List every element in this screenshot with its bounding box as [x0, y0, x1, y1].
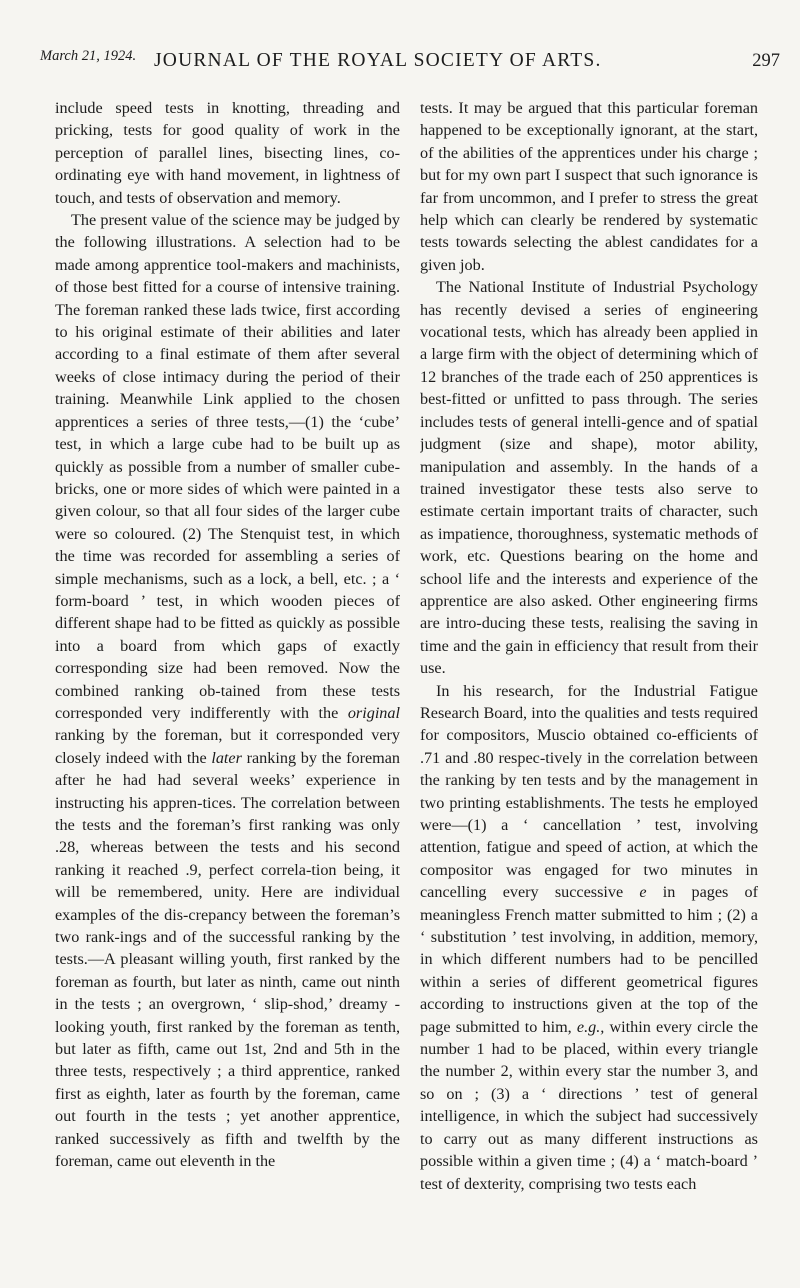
paragraph — [55, 209, 400, 1172]
text-run: The present value of the science may be judged by the following illustrations. A selection had to be made among apprentice tool-makers and machinists, of those best fitted for a course of intensive training. The foreman ranked these lads twice, first according to his original estimate of their abilities and later according to a final estimate of them after several weeks of close intimacy during the period of their training. Meanwhile Link applied to the chosen apprentices a series of three tests,—(1) the ‘cube’ test, in which a large cube had to be built up as quickly as possible from a number of smaller cube-bricks, one or more sides of which were painted in a given colour, so that all four sides of the larger cube were so coloured. (2) The Stenquist test, in which the time was recorded for assembling a series of simple mechanisms, such as a lock, a bell, etc. ; a ‘ form-board ’ test, in which wooden pieces of different shape had to be fitted as quickly as possible into a board from which gaps of exactly corresponding size had been removed. Now the combined ranking ob-tained from these tests corresponded very indifferently with the — [55, 211, 400, 722]
paragraph — [420, 680, 758, 1195]
emphasis: e.g., — [576, 1017, 605, 1036]
emphasis: original — [347, 703, 400, 722]
journal-title: JOURNAL OF THE ROYAL SOCIETY OF ARTS. — [154, 50, 602, 71]
emphasis: e — [639, 883, 647, 902]
issue-date: March 21, 1924. — [40, 48, 137, 64]
right-column — [420, 97, 758, 1267]
page-number: 297 — [752, 51, 780, 71]
paragraph: The National Institute of Industrial Psychology has recently devised a series of engineering vocational tests, which has already been applied in a large firm with the object of determining which of 12 branches of the trade each of 250 apprentices is best-fitted or unfitted to pass through. The series includes tests of general intelli-gence and of spatial judgment (size and shape), motor ability, manipulation and assembly. In the hands of a trained investigator these tests also serve to estimate certain important traits of character, such as impatience, thoroughness, systematic methods of work, etc. Questions bearing on the home and school life and the interests and experience of the apprentice are also asked. Other engineering firms are intro-ducing these tests, realising the saving in time and the gain in efficiency that result from their use. — [420, 278, 758, 678]
text-run: ranking by the foreman, but it corresponded very closely indeed with the — [55, 726, 400, 767]
text-run: within every circle the number 1 had to be placed, within every triangle the number 2, within every star the number 3, and so on ; (3) a ‘ directions ’ test of general intelligence, in which the subject had successively to carry out as many different instructions as possible within a given time ; (4) a ‘ match-board ’ test of dexterity, comprising two tests each — [420, 1017, 758, 1193]
text-run: ranking by the foreman after he had had several weeks’ experience in instructing his appren-tices. The correlation between the tests and the foreman’s first ranking was only .28, whereas between the tests and his second ranking it reached .9, perfect correla-tion being, it will be remembered, unity. Here are individual examples of the dis-crepancy between the foreman’s two rank-ings and of the successful ranking by the tests.—A pleasant willing youth, first ranked by the foreman as fourth, but later as ninth, came out ninth in the tests ; an overgrown, ‘ slip-shod,’ dreamy - looking youth, first ranked by the foreman as tenth, but later as fifth, came out 1st, 2nd and 5th in the three tests, respectively ; a third apprentice, ranked first as eighth, later as fourth by the foreman, came out fourth in the tests ; yet another apprentice, ranked successively as fifth and twelfth by the foreman, came out eleventh in the — [55, 748, 400, 1171]
paragraph: include speed tests in knotting, threading and pricking, tests for good quality of work in the perception of parallel lines, bisecting lines, co-ordinating eye with hand movement, in lightness of touch, and tests of observation and memory. — [55, 99, 400, 207]
emphasis: later — [211, 748, 242, 767]
paragraph: tests. It may be argued that this particular foreman happened to be exceptionally ignorant, at the start, of the abilities of the apprentices under his charge ; but for my own part I suspect that such ignorance is far from uncommon, and I prefer to stress the great help which can clearly be rendered by systematic tests towards selecting the ablest candidates for a given job. — [420, 99, 758, 274]
text-run: In his research, for the Industrial Fatigue Research Board, into the qualities and tests required for compositors, Muscio obtained co-efficients of .71 and .80 respec-tively in the correlation between the ranking by ten tests and by the management in two printing establishments. The tests he employed were—(1) a ‘ cancellation ’ test, involving attention, fatigue and speed of action, at which the compositor was engaged for two minutes in cancelling every successive — [420, 681, 758, 902]
page-header — [40, 48, 780, 84]
left-column — [55, 97, 400, 1267]
text-run: in pages of meaningless French matter submitted to him ; (2) a ‘ substitution ’ test involving, in addition, memory, in which different numbers had to be pencilled within a series of different geometrical figures according to instructions given at the top of the page submitted to him, — [420, 883, 758, 1036]
